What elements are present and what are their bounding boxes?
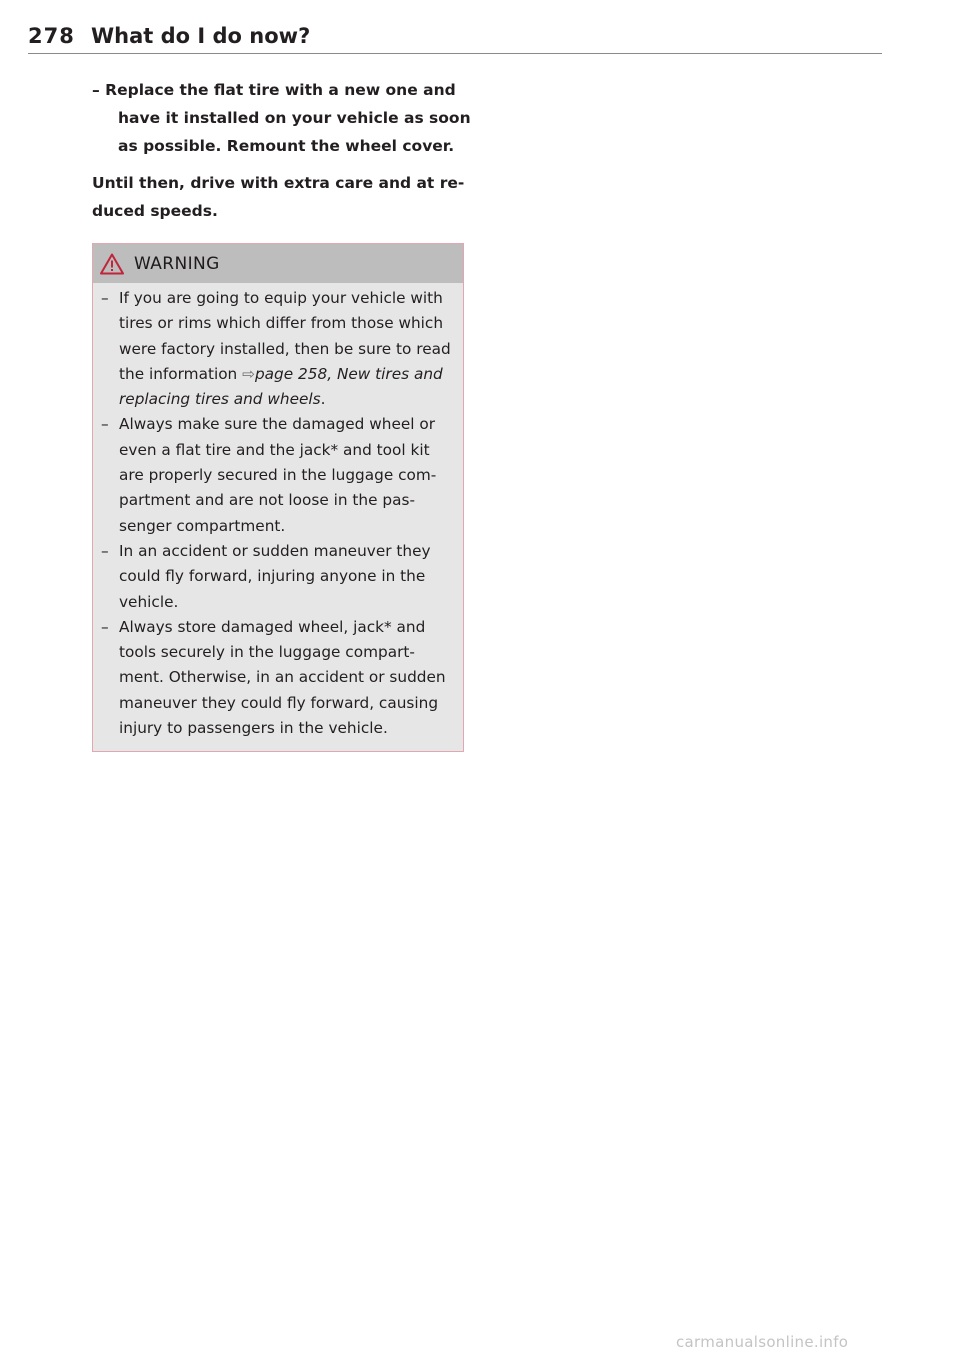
page-reference-link[interactable]: page 258, New tires and replacing tires and wheels <box>119 364 443 409</box>
header-rule <box>28 53 882 54</box>
warning-box <box>92 243 464 752</box>
warning-title: WARNING <box>134 253 220 274</box>
section-title: What do I do now? <box>91 24 311 48</box>
page-ref-arrow-icon: ⇨ <box>242 364 255 383</box>
instruction-step: – Replace the flat tire with a new one and have it installed on your vehicle as soon as possible. Remount the wheel cover. <box>92 81 471 155</box>
warning-item <box>101 286 451 412</box>
warning-item-text: If you are going to equip your vehicle with tires or rims which differ from those which were factory installed, then be sure to read the information <box>119 289 451 383</box>
warning-triangle-icon <box>100 253 124 275</box>
warning-list <box>93 283 463 751</box>
main-content <box>92 76 472 752</box>
warning-header <box>93 244 463 283</box>
warning-item <box>101 539 451 615</box>
warning-item-text: Always make sure the damaged wheel or even a flat tire and the jack* and tool kit are properly secured in the luggage compartment and are not loose in the passenger compartment. <box>119 415 437 535</box>
warning-item-end: . <box>320 390 326 409</box>
warning-item-text: In an accident or sudden maneuver they could fly forward, injuring anyone in the vehicle. <box>119 541 431 611</box>
page-number: 278 <box>28 24 75 48</box>
warning-item <box>101 615 451 741</box>
caution-paragraph: Until then, drive with extra care and at reduced speeds. <box>92 174 465 220</box>
page-header <box>28 22 882 54</box>
warning-item-text: Always store damaged wheel, jack* and tools securely in the luggage compartment. Otherwise, in an accident or sudden maneuver they could fly forward, causing injury to passengers in the vehicle. <box>119 617 446 738</box>
watermark: carmanualsonline.info <box>676 1333 849 1351</box>
warning-item <box>101 412 451 538</box>
